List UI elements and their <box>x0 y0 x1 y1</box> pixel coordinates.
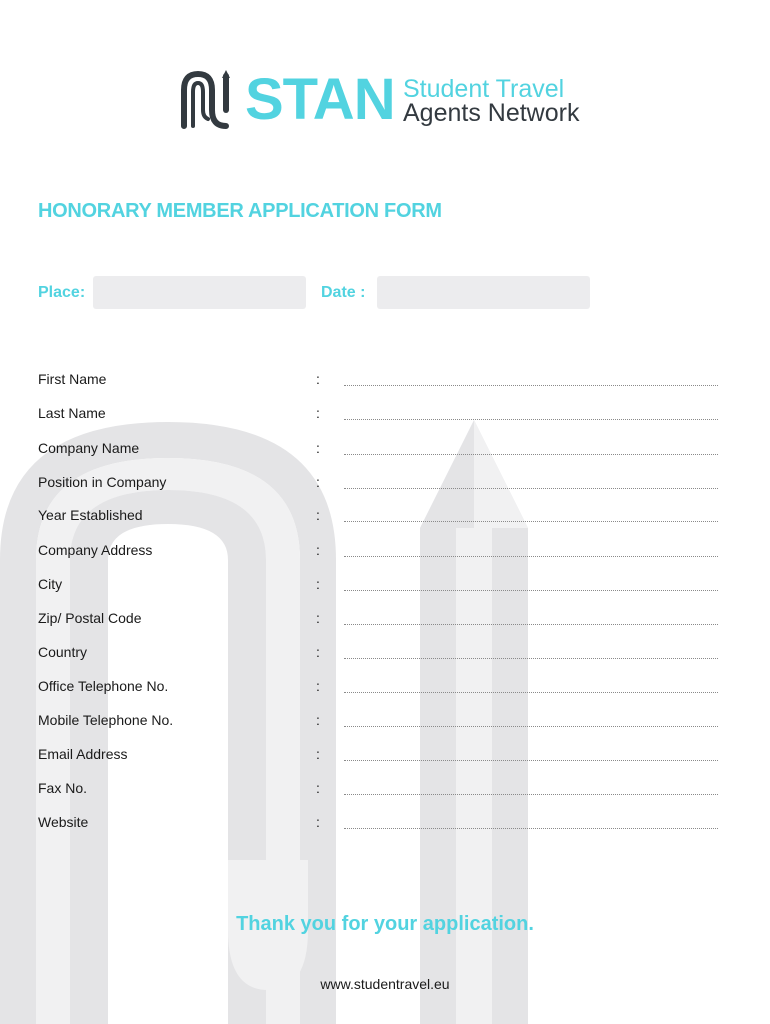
field-label: Office Telephone No. <box>38 678 169 694</box>
date-input[interactable] <box>377 276 590 309</box>
field-label: Company Name <box>38 440 140 456</box>
field-colon: : <box>316 371 320 387</box>
position-input[interactable] <box>344 488 718 489</box>
field-label: Country <box>38 644 88 660</box>
date-label: Date : <box>321 284 366 301</box>
mobile-telephone-input[interactable] <box>344 726 718 727</box>
field-label: Fax No. <box>38 780 88 796</box>
field-label: First Name <box>38 371 107 387</box>
field-label: Zip/ Postal Code <box>38 610 142 626</box>
field-colon: : <box>316 644 320 660</box>
field-label: Company Address <box>38 542 153 558</box>
field-colon: : <box>316 576 320 592</box>
field-label: Website <box>38 814 89 830</box>
company-name-input[interactable] <box>344 454 718 455</box>
logo-wordmark: STAN <box>245 67 395 132</box>
field-colon: : <box>316 474 320 490</box>
field-colon: : <box>316 678 320 694</box>
field-label: City <box>38 576 63 592</box>
field-colon: : <box>316 405 320 421</box>
field-label: Position in Company <box>38 474 167 490</box>
field-company-name <box>38 434 728 464</box>
stan-logo-icon <box>178 70 234 130</box>
field-last-name <box>38 399 728 429</box>
field-label: Mobile Telephone No. <box>38 712 174 728</box>
field-fax <box>38 774 728 804</box>
email-input[interactable] <box>344 760 718 761</box>
field-colon: : <box>316 746 320 762</box>
stan-logo <box>178 68 598 132</box>
country-input[interactable] <box>344 658 718 659</box>
field-colon: : <box>316 814 320 830</box>
city-input[interactable] <box>344 590 718 591</box>
postal-code-input[interactable] <box>344 624 718 625</box>
field-label: Last Name <box>38 405 106 421</box>
field-city <box>38 570 728 600</box>
fax-input[interactable] <box>344 794 718 795</box>
year-established-input[interactable] <box>344 521 718 522</box>
field-website <box>38 808 728 838</box>
field-position <box>38 468 728 498</box>
website-input[interactable] <box>344 828 718 829</box>
field-mobile-telephone <box>38 706 728 736</box>
field-colon: : <box>316 507 320 523</box>
thank-you-message: Thank you for your application. <box>236 913 534 935</box>
field-postal-code <box>38 604 728 634</box>
field-country <box>38 638 728 668</box>
field-first-name <box>38 365 728 395</box>
form-title: HONORARY MEMBER APPLICATION FORM <box>38 200 442 222</box>
first-name-input[interactable] <box>344 385 718 386</box>
logo-tagline-line2: Agents Network <box>403 99 580 127</box>
last-name-input[interactable] <box>344 419 718 420</box>
field-colon: : <box>316 610 320 626</box>
office-telephone-input[interactable] <box>344 692 718 693</box>
field-colon: : <box>316 780 320 796</box>
logo-tagline-line1: Student Travel <box>403 75 565 103</box>
field-colon: : <box>316 542 320 558</box>
field-colon: : <box>316 440 320 456</box>
field-email <box>38 740 728 770</box>
field-year-established <box>38 501 728 531</box>
field-colon: : <box>316 712 320 728</box>
field-label: Email Address <box>38 746 128 762</box>
field-office-telephone <box>38 672 728 702</box>
place-input[interactable] <box>93 276 306 309</box>
footer-website-link[interactable]: www.studentravel.eu <box>320 976 450 992</box>
field-company-address <box>38 536 728 566</box>
field-label: Year Established <box>38 507 143 523</box>
place-label: Place: <box>38 284 86 301</box>
company-address-input[interactable] <box>344 556 718 557</box>
